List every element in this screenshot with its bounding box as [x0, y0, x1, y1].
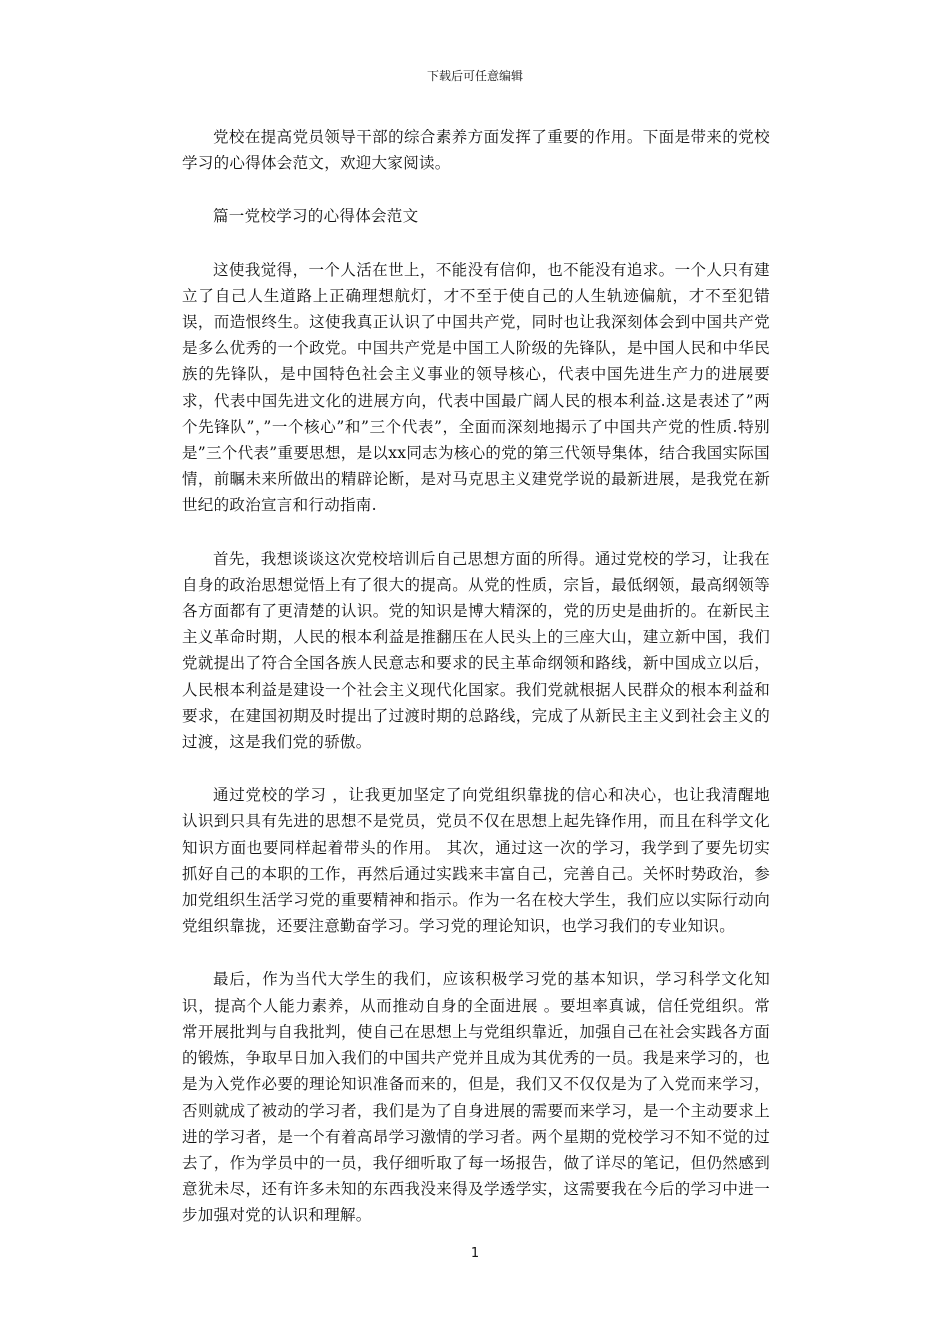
body-paragraph: 这使我觉得，一个人活在世上，不能没有信仰，也不能没有追求。一个人只有建立了自己人生道路上正确理想航灯，才不至于使自己的人生轨迹偏航，才不至犯错误，而造恨终生。这使我真正认识了中国共产党，同时也让我深刻体会到中国共产党是多么优秀的一个政党。中国共产党是中国工人阶级的先锋队，是中国人民和中华民族的先锋队，是中国特色社会主义事业的领导核心，代表中国先进生产力的进展要求，代表中国先进文化的进展方向，代表中国最广阔人民的根本利益.这是表述了”两个先锋队”，”一个核心”和”三个代表”，全面而深刻地揭示了中国共产党的性质.特别是”三个代表”重要思想，是以xx同志为核心的党的第三代领导集体，结合我国实际国情，前瞩未来所做出的精辟论断，是对马克思主义建党学说的最新进展，是我党在新世纪的政治宣言和行动指南.	[182, 260, 770, 515]
document-body	[182, 124, 770, 1256]
body-paragraph: 通过党校的学习 ，让我更加坚定了向党组织靠拢的信心和决心，也让我清醒地认识到只具有先进的思想不是党员，党员不仅在思想上起先锋作用，而且在科学文化知识方面也要同样起着带头的作用。 其次，通过这一次的学习，我学到了要先切实抓好自己的本职的工作，再然后通过实践来丰富自己，完善自己。关怀时势政治，参加党组织生活学习党的重要精神和指示。作为一名在校大学生，我们应以实际行动向党组织靠拢，还要注意勤奋学习。学习党的理论知识，也学习我们的专业知识。	[182, 786, 770, 936]
page-number: 1	[470, 1246, 480, 1261]
section-title: 篇一党校学习的心得体会范文	[213, 207, 419, 226]
page-header-note: 下载后可任意编辑	[426, 69, 523, 83]
body-paragraph: 首先，我想谈谈这次党校培训后自己思想方面的所得。通过党校的学习，让我在自身的政治思想觉悟上有了很大的提高。从党的性质，宗旨，最低纲领，最高纲领等各方面都有了更清楚的认识。党的知识是博大精深的，党的历史是曲折的。在新民主主义革命时期，人民的根本利益是推翻压在人民头上的三座大山，建立新中国，我们党就提出了符合全国各族人民意志和要求的民主革命纲领和路线，新中国成立以后，人民根本利益是建设一个社会主义现代化国家。我们党就根据人民群众的根本利益和要求，在建国初期及时提出了过渡时期的总路线，完成了从新民主主义到社会主义的过渡，这是我们党的骄傲。	[182, 549, 770, 752]
intro-paragraph: 党校在提高党员领导干部的综合素养方面发挥了重要的作用。下面是带来的党校学习的心得体会范文，欢迎大家阅读。	[182, 128, 770, 173]
body-paragraph: 最后，作为当代大学生的我们，应该积极学习党的基本知识，学习科学文化知识，提高个人能力素养，从而推动自身的全面进展 。要坦率真诚，信任党组织。常常开展批判与自我批判，使自己在思想上与党组织靠近，加强自己在社会实践各方面的锻炼，争取早日加入我们的中国共产党并且成为其优秀的一员。我是来学习的，也是为入党作必要的理论知识准备而来的，但是，我们又不仅仅是为了入党而来学习，否则就成了被动的学习者，我们是为了自身进展的需要而来学习，是一个主动要求上进的学习者，是一个有着高昂学习激情的学习者。两个星期的党校学习不知不觉的过去了，作为学员中的一员，我仔细听取了每一场报告，做了详尽的笔记，但仍然感到意犹未尽，还有许多未知的东西我没来得及学透学实，这需要我在今后的学习中进一步加强对党的认识和理解。	[182, 970, 770, 1225]
